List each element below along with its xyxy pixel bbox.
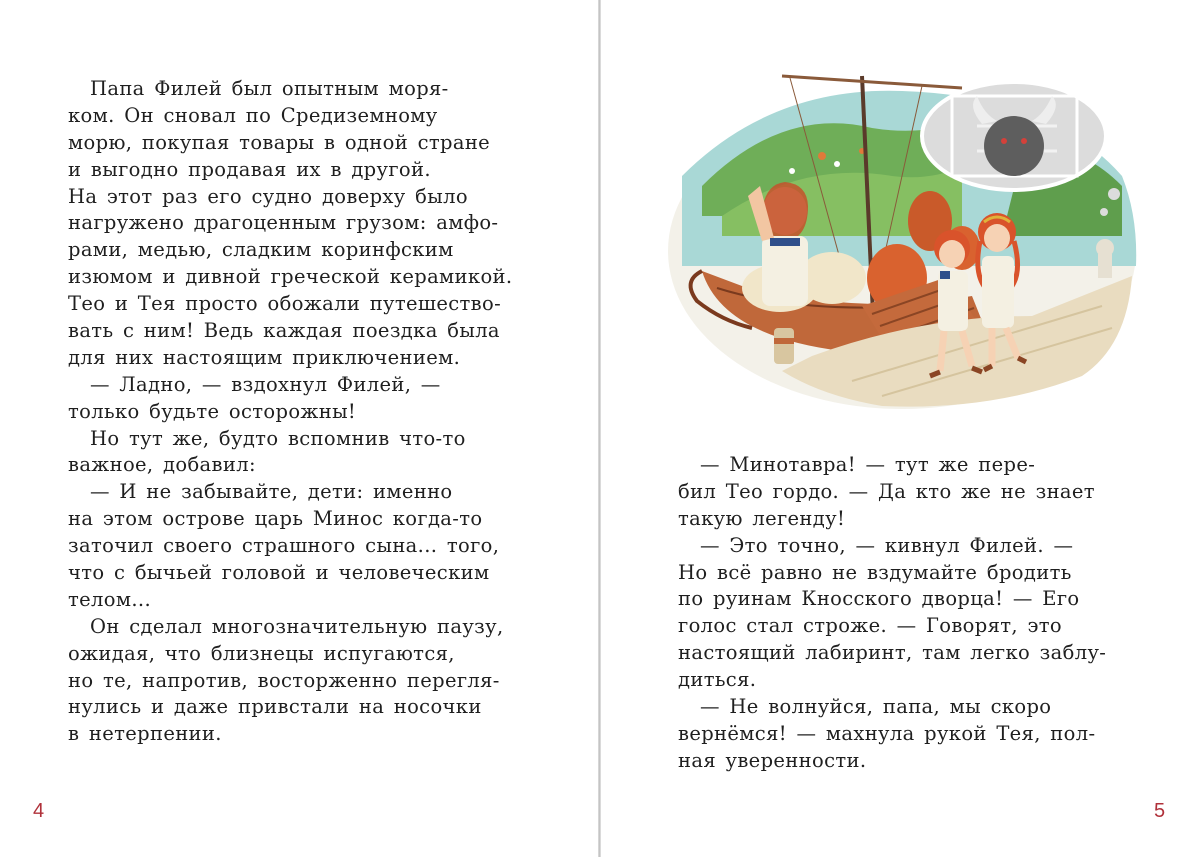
text-line: по руинам Кносского дворца! — Его xyxy=(678,587,1080,611)
text-line: только будьте осторожны! xyxy=(68,399,357,423)
text-line: — Минотавра! — тут же пере- xyxy=(700,453,1036,476)
text-line: на этом острове царь Минос когда-то xyxy=(68,507,483,531)
left-page-text xyxy=(68,76,520,748)
text-line: что с бычьей головой и человеческим xyxy=(68,561,490,585)
text-line: голос стал строже. — Говорят, это xyxy=(678,614,1062,638)
text-line: такую легенду! xyxy=(678,506,846,530)
text-line: — И не забывайте, дети: именно xyxy=(90,480,453,504)
text-line: настоящий лабиринт, там легко заблу- xyxy=(678,641,1107,665)
text-line: в нетерпении. xyxy=(68,722,222,746)
page-number-left: 4 xyxy=(33,800,45,822)
text-line: Но всё равно не вздумайте бродить xyxy=(678,560,1072,584)
text-line: диться. xyxy=(678,668,757,692)
text-line: но те, напротив, восторженно перегля- xyxy=(68,668,500,692)
text-line: морю, покупая товары в одной стране xyxy=(68,130,491,154)
text-line: вать с ним! Ведь каждая поездка была xyxy=(68,319,500,343)
text-line: вернёмся! — махнула рукой Тея, пол- xyxy=(678,721,1096,745)
text-line: ная уверенности. xyxy=(678,748,867,772)
text-line: нулись и даже привстали на носочки xyxy=(68,695,482,719)
text-line: важное, добавил: xyxy=(68,453,256,477)
text-line: изюмом и дивной греческой керамикой. xyxy=(68,265,513,289)
text-line: и выгодно продавая их в другой. xyxy=(68,157,431,181)
text-line: — Ладно, — вздохнул Филей, — xyxy=(90,372,441,396)
text-line: Папа Филей был опытным моря- xyxy=(90,77,449,100)
text-line: Тео и Тея просто обожали путешество- xyxy=(68,292,502,316)
left-page xyxy=(0,0,598,857)
text-line: — Не волнуйся, папа, мы скоро xyxy=(700,695,1052,719)
text-line: для них настоящим приключением. xyxy=(68,345,461,369)
text-line: Но тут же, будто вспомнив что-то xyxy=(90,426,466,450)
text-line: На этот раз его судно доверху было xyxy=(68,184,468,208)
text-line: нагружено драгоценным грузом: амфо- xyxy=(68,211,499,235)
right-page-text xyxy=(678,452,1128,775)
text-line: ком. Он сновал по Средиземному xyxy=(68,103,438,127)
text-line: рами, медью, сладким коринфским xyxy=(68,238,454,262)
text-line: — Это точно, — кивнул Филей. — xyxy=(700,533,1074,557)
page-number-right: 5 xyxy=(1154,800,1166,822)
text-line: Он сделал многозначительную паузу, xyxy=(90,614,504,638)
text-line: заточил своего страшного сына... того, xyxy=(68,534,500,558)
text-line: телом... xyxy=(68,587,152,611)
text-line: ожидая, что близнецы испугаются, xyxy=(68,641,455,665)
story-illustration xyxy=(662,66,1142,412)
text-line: бил Тео гордо. — Да кто же не знает xyxy=(678,479,1095,503)
